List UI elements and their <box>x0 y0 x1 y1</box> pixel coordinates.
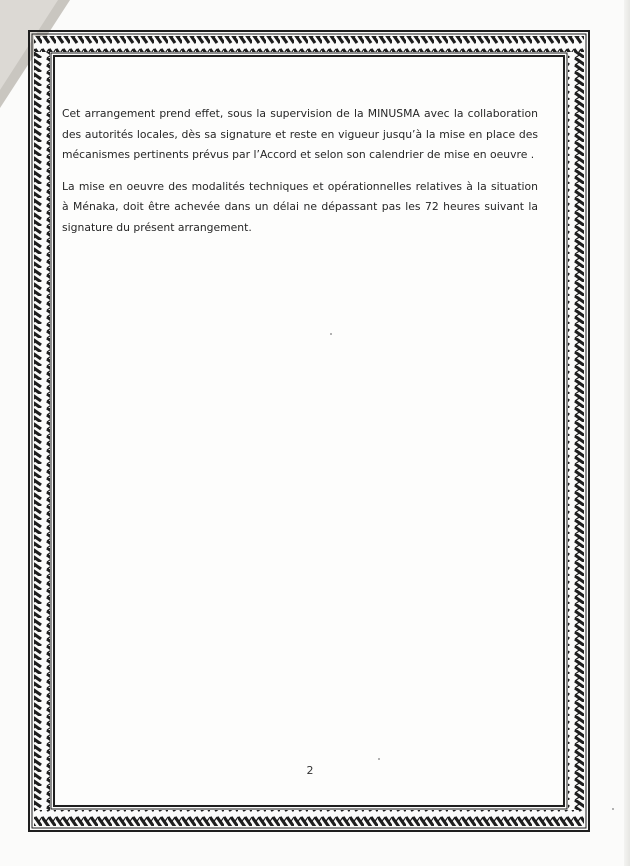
paragraph-effective-date: Cet arrangement prend effet, sous la supervision de la MINUSMA avec la collaboration des autorités locales, dès sa signature et reste en vigueur jusqu’à la mise en place des mécanismes pertinents prévus par l’Accord et selon son calendrier de mise en oeuvre . <box>62 107 538 161</box>
scan-speck <box>330 333 332 335</box>
page-number: 2 <box>306 764 314 777</box>
document-body <box>62 104 538 249</box>
scan-speck <box>612 808 614 810</box>
scan-speck <box>378 758 380 760</box>
scan-edge-shadow <box>624 0 630 866</box>
paragraph-implementation-deadline: La mise en oeuvre des modalités techniques et opérationnelles relatives à la situation à Ménaka, doit être achevée dans un délai ne dépassant pas les 72 heures suivant la signature du présent arrangement. <box>62 179 538 234</box>
